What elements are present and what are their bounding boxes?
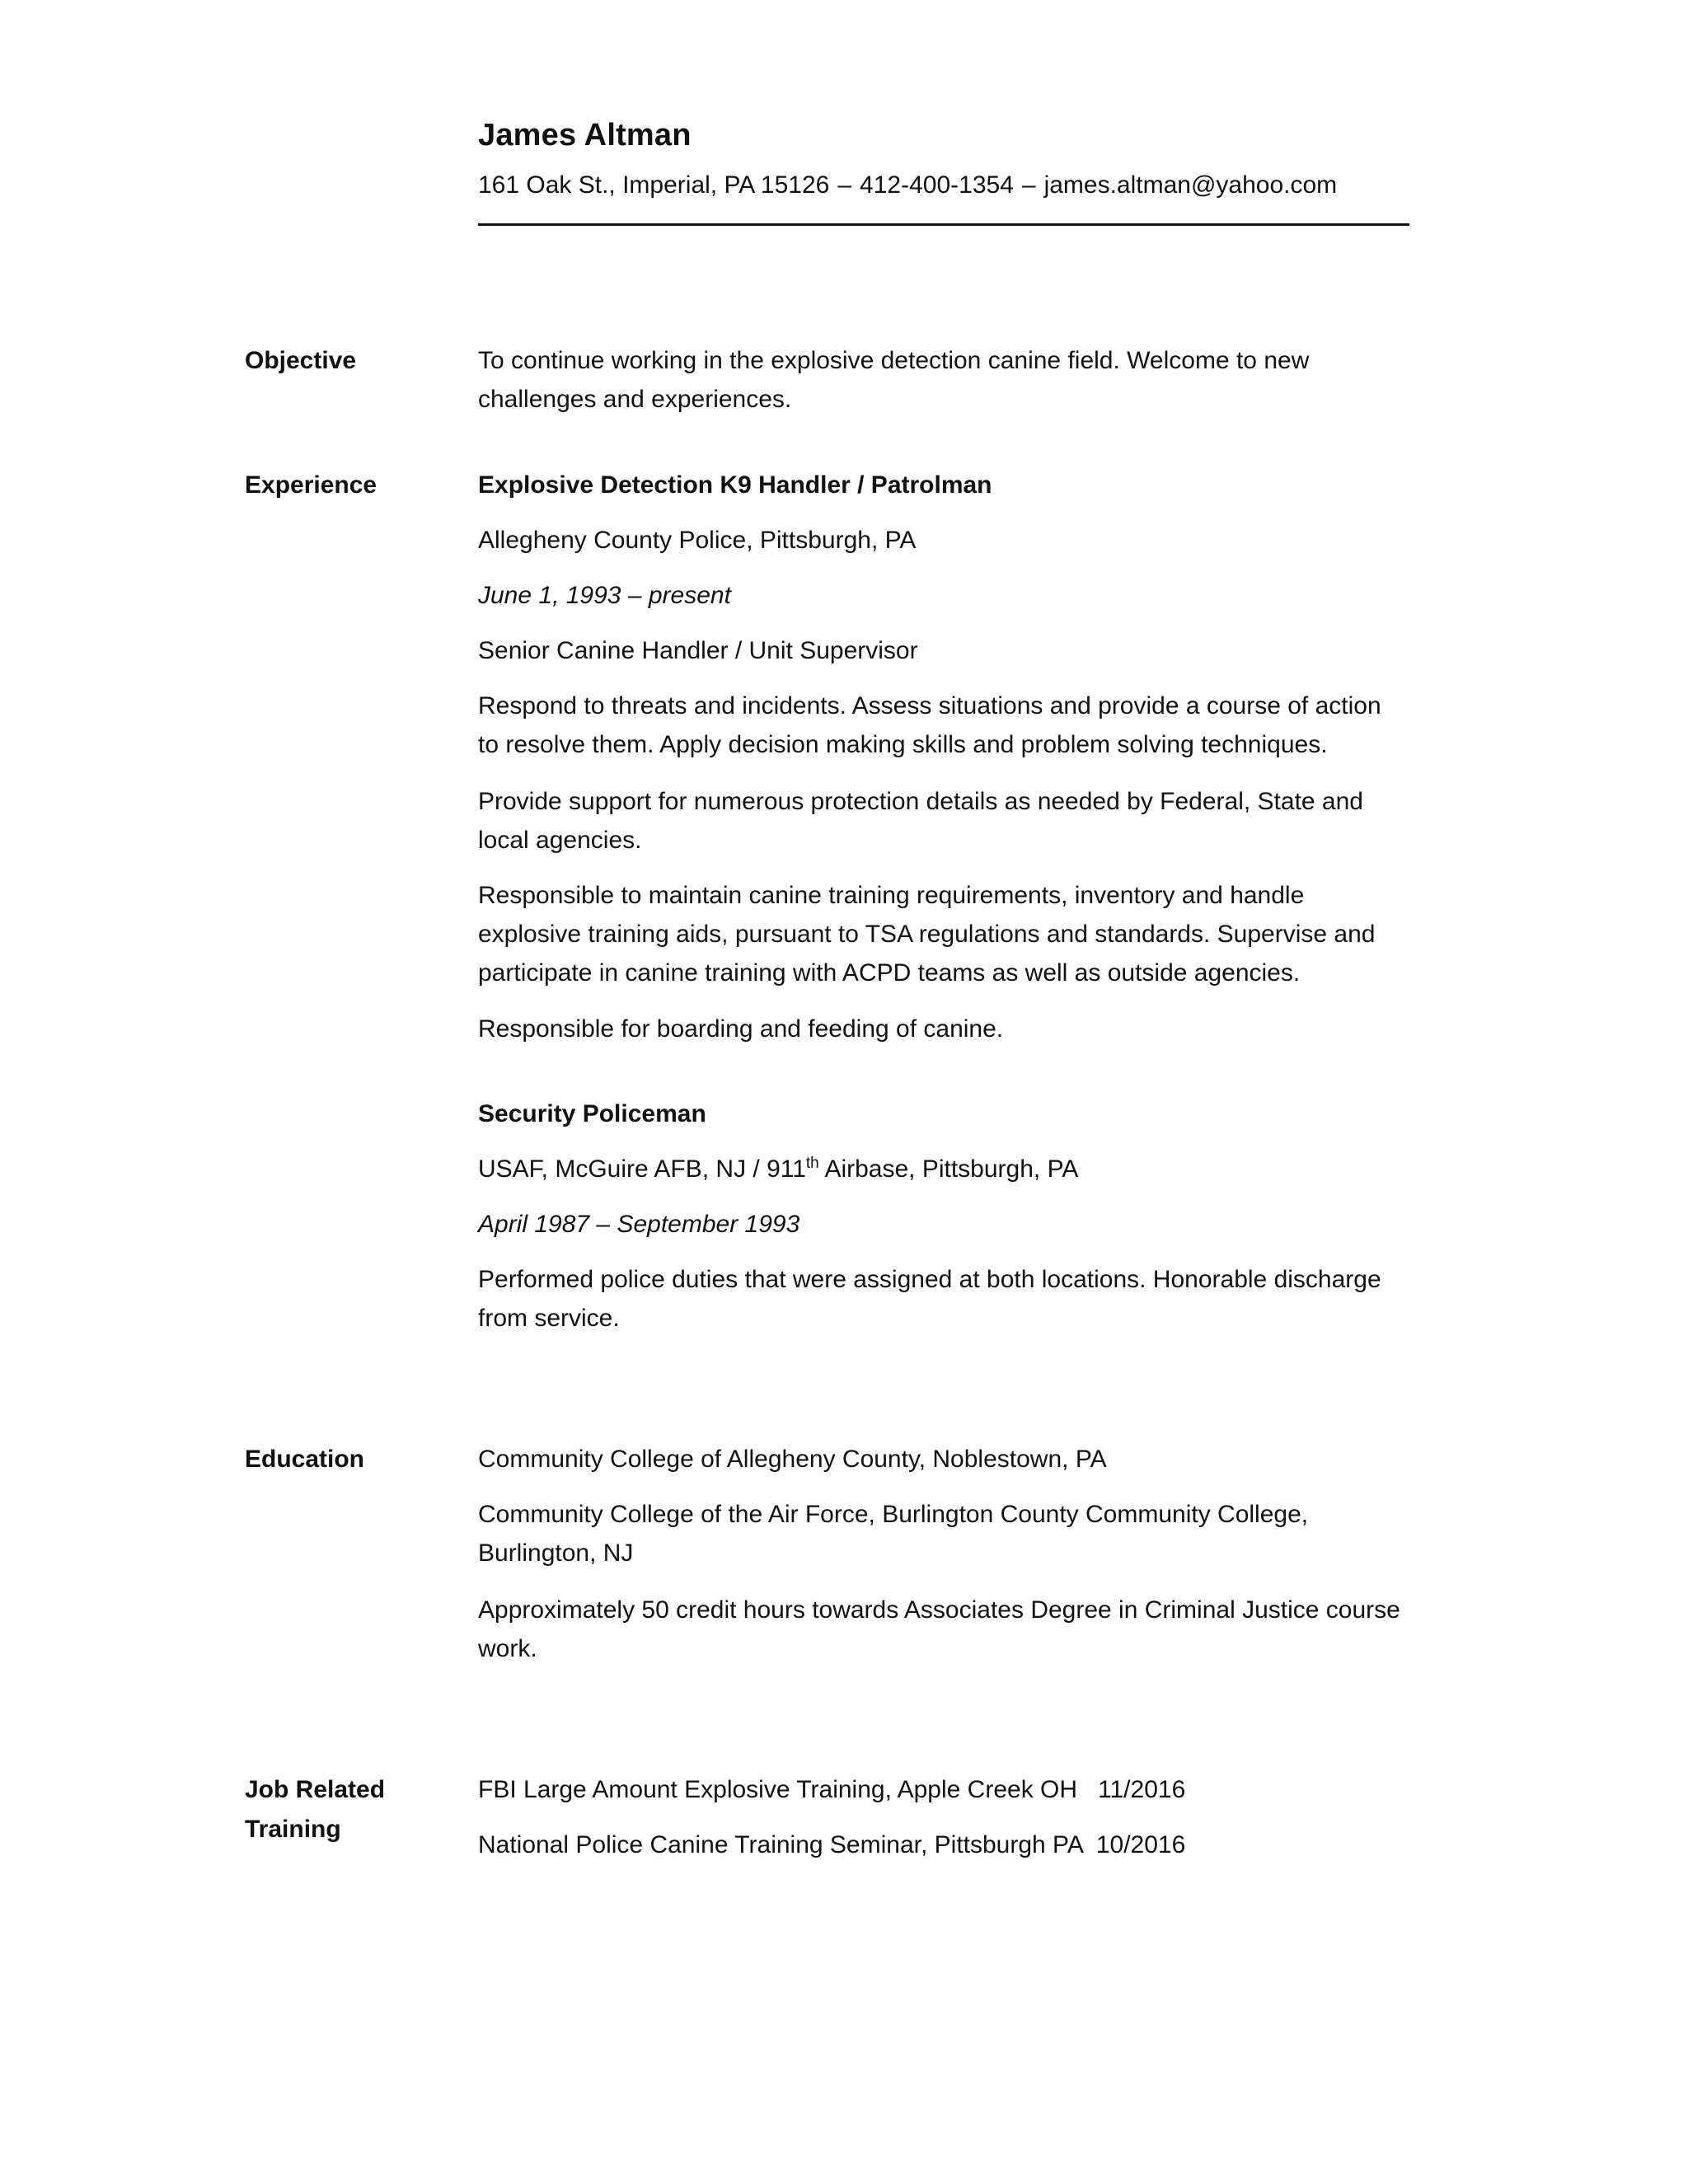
- training-label: Job Related Training: [245, 1776, 386, 1843]
- job-dates: June 1, 1993 – present: [478, 582, 731, 609]
- experience-label: Experience: [245, 471, 377, 499]
- education-item: Community College of Allegheny County, Noblestown, PA: [478, 1446, 1107, 1473]
- education-item: Approximately 50 credit hours towards Associates Degree in Criminal Justice course work.: [478, 1596, 1400, 1662]
- job-dates: April 1987 – September 1993: [478, 1211, 800, 1238]
- job-organization: USAF, McGuire AFB, NJ / 911th Airbase, Pittsburgh, PA: [478, 1155, 1079, 1183]
- objective-label: Objective: [245, 347, 357, 374]
- training-item: National Police Canine Training Seminar, Pittsburgh PA 10/2016: [478, 1831, 1186, 1858]
- separator: –: [1021, 171, 1036, 199]
- job-duty: Respond to threats and incidents. Assess situations and provide a course of action to resolve them. Apply decision making skills and problem solving techniques.: [478, 692, 1381, 758]
- education-label: Education: [245, 1446, 365, 1473]
- job-duty: Provide support for numerous protection details as needed by Federal, State and local agencies.: [478, 788, 1363, 854]
- contact-line: [478, 171, 1337, 199]
- job-role: Senior Canine Handler / Unit Supervisor: [478, 637, 918, 664]
- header-divider: [478, 223, 1409, 226]
- objective-text: To continue working in the explosive detection canine field. Welcome to new challenges and experiences.: [478, 347, 1310, 413]
- job-title: Security Policeman: [478, 1100, 706, 1127]
- job-duty: Performed police duties that were assigned at both locations. Honorable discharge from service.: [478, 1266, 1381, 1332]
- job-duty: Responsible for boarding and feeding of canine.: [478, 1015, 1004, 1043]
- job-organization: Allegheny County Police, Pittsburgh, PA: [478, 527, 917, 554]
- address: 161 Oak St., Imperial, PA 15126: [478, 171, 830, 199]
- training-item: FBI Large Amount Explosive Training, Apple Creek OH 11/2016: [478, 1776, 1186, 1803]
- job-title: Explosive Detection K9 Handler / Patrolman: [478, 471, 992, 499]
- job-duty: Responsible to maintain canine training requirements, inventory and handle explosive training aids, pursuant to TSA regulations and standards. Supervise and participate in canine training with ACPD teams as well as outside agencies.: [478, 882, 1376, 987]
- email: james.altman@yahoo.com: [1043, 171, 1338, 199]
- candidate-name: James Altman: [478, 118, 692, 152]
- separator: –: [837, 171, 852, 199]
- phone: 412-400-1354: [860, 171, 1014, 199]
- education-item: Community College of the Air Force, Burlington County Community College, Burlington, NJ: [478, 1501, 1309, 1567]
